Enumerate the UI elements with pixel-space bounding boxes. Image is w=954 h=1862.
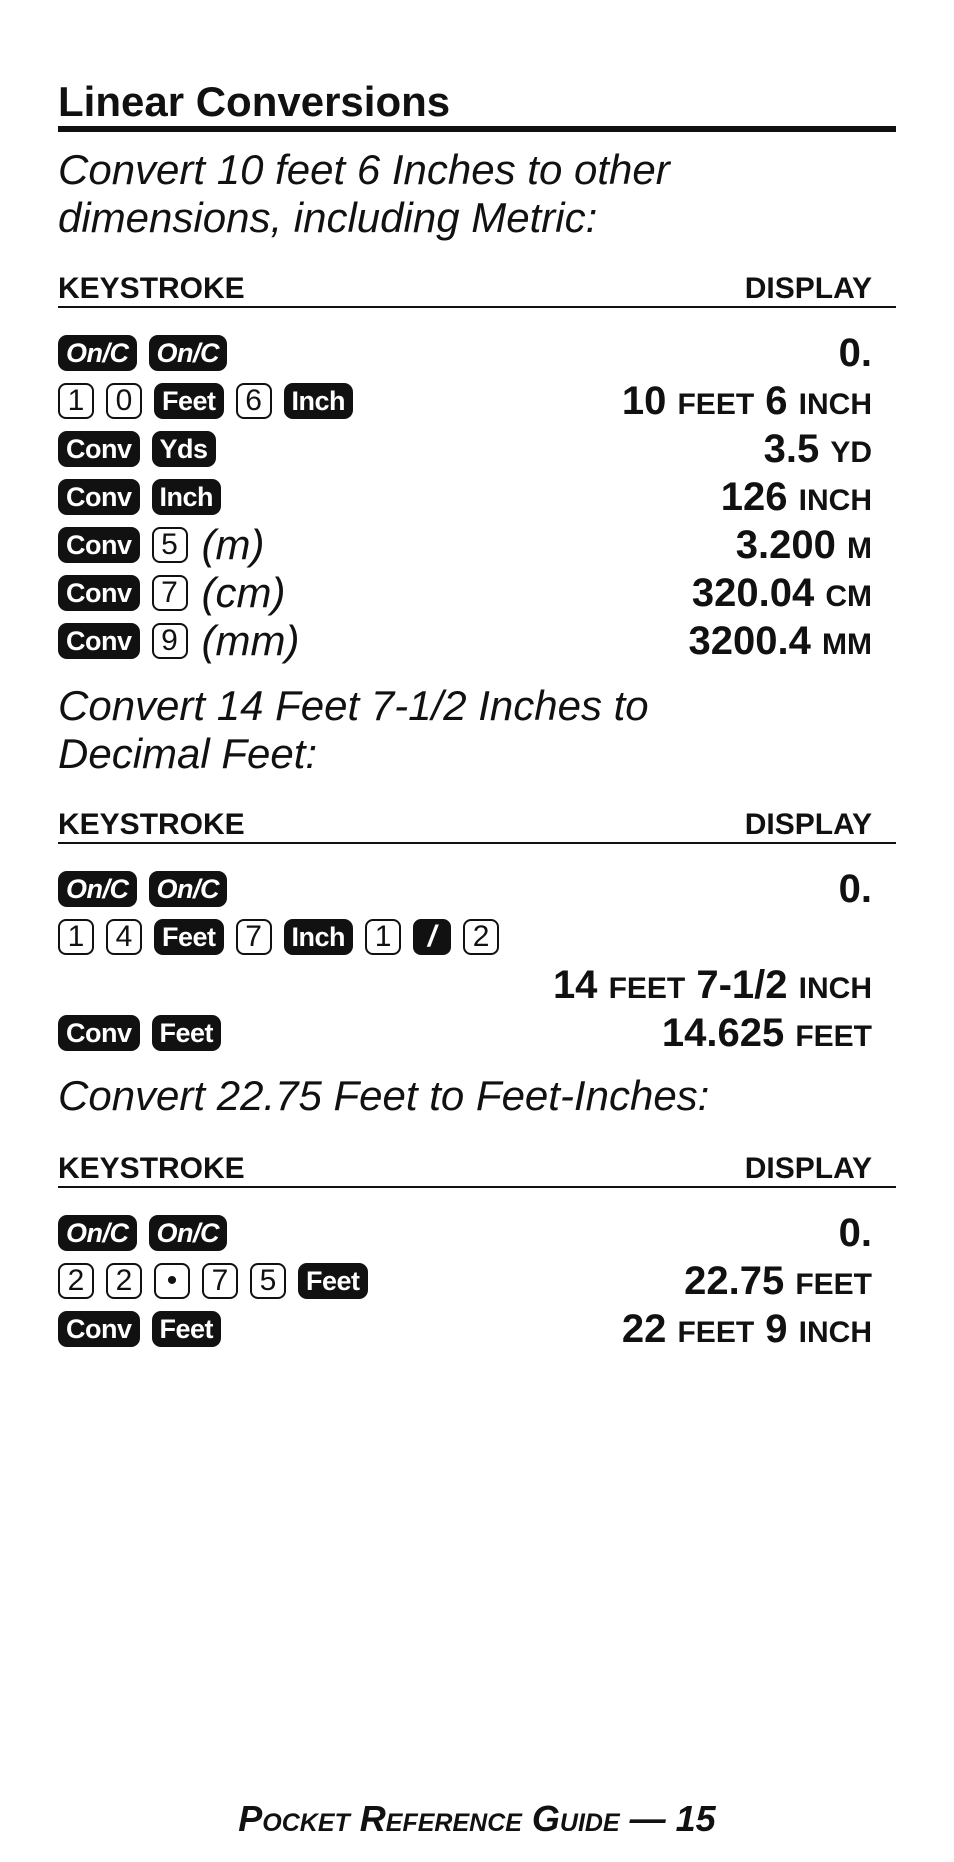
display-value: 14.625 <box>661 1011 785 1055</box>
2-key[interactable]: 2 <box>58 1263 94 1299</box>
conv-key[interactable]: Conv <box>58 431 140 467</box>
fraction-key[interactable]: / <box>413 919 451 955</box>
conv-key[interactable]: Conv <box>58 1311 140 1347</box>
5-key[interactable]: 5 <box>250 1263 286 1299</box>
display-value: 6 <box>765 379 788 423</box>
display-readout <box>764 426 872 472</box>
yds-key[interactable]: Yds <box>152 431 216 467</box>
keystroke-row <box>58 330 896 376</box>
example-1-desc-line-1: Convert 10 feet 6 Inches to other <box>58 146 670 193</box>
page <box>58 0 896 1862</box>
display-unit: YD <box>830 436 872 469</box>
keystroke-keys <box>58 474 233 520</box>
keystroke-row <box>58 378 896 424</box>
display-value: 7-1/2 <box>696 963 788 1007</box>
page-footer: Pocket Reference Guide — 15 <box>238 1798 716 1839</box>
example-2-table-header <box>58 808 896 844</box>
display-unit: INCH <box>798 972 872 1005</box>
keystroke-row <box>58 474 896 520</box>
keystroke-keys <box>58 378 365 424</box>
display-header: DISPLAY <box>744 808 872 841</box>
keystroke-row <box>58 1210 896 1256</box>
display-unit: CM <box>825 580 872 613</box>
6-key[interactable]: 6 <box>236 383 272 419</box>
keystroke-row <box>58 866 896 912</box>
keystroke-row <box>58 426 896 472</box>
keystroke-header: KEYSTROKE <box>58 1152 245 1185</box>
feet-key[interactable]: Feet <box>298 1263 368 1299</box>
display-unit: INCH <box>798 388 872 421</box>
keystroke-keys <box>58 570 285 616</box>
on-c-key[interactable]: On/C <box>58 1215 137 1251</box>
unit-note: (cm) <box>201 569 286 616</box>
display-unit: FEET <box>608 972 686 1005</box>
display-readout <box>721 474 872 520</box>
example-1-table-header <box>58 272 896 308</box>
keystroke-keys <box>58 1258 380 1304</box>
on-c-key[interactable]: On/C <box>58 335 137 371</box>
display-unit: INCH <box>798 484 872 517</box>
display-unit: M <box>847 532 872 565</box>
display-readout <box>622 1306 872 1352</box>
display-readout <box>692 570 872 616</box>
feet-key[interactable]: Feet <box>154 919 224 955</box>
decimal-point-key[interactable]: • <box>154 1263 190 1299</box>
display-value: 0. <box>838 867 872 911</box>
keystroke-row <box>58 962 896 1008</box>
7-key[interactable]: 7 <box>152 575 188 611</box>
unit-note: (m) <box>201 521 265 568</box>
unit-note: (mm) <box>201 617 300 664</box>
keystroke-keys <box>58 330 239 376</box>
keystroke-header: KEYSTROKE <box>58 272 245 305</box>
conv-key[interactable]: Conv <box>58 527 140 563</box>
display-unit: FEET <box>677 1316 755 1349</box>
display-readout <box>553 962 872 1008</box>
conv-key[interactable]: Conv <box>58 479 140 515</box>
on-c-key[interactable]: On/C <box>58 871 137 907</box>
example-2-desc-line-1: Convert 14 Feet 7-1/2 Inches to <box>58 682 649 729</box>
example-1-desc-line-2: dimensions, including Metric: <box>58 194 598 241</box>
display-header: DISPLAY <box>744 272 872 305</box>
5-key[interactable]: 5 <box>152 527 188 563</box>
keystroke-keys <box>58 1306 233 1352</box>
1-key[interactable]: 1 <box>58 383 94 419</box>
example-3-table-header <box>58 1152 896 1188</box>
conv-key[interactable]: Conv <box>58 1015 140 1051</box>
on-c-key[interactable]: On/C <box>149 1215 228 1251</box>
display-unit: MM <box>822 628 872 661</box>
example-1-description <box>58 146 858 242</box>
keystroke-row <box>58 618 896 664</box>
keystroke-keys <box>58 1210 239 1256</box>
display-readout <box>839 330 872 376</box>
example-3-description <box>58 1072 858 1120</box>
on-c-key[interactable]: On/C <box>149 335 228 371</box>
display-value: 3.200 <box>735 523 836 567</box>
display-value: 10 <box>621 379 667 423</box>
keystroke-row <box>58 1010 896 1056</box>
conv-key[interactable]: Conv <box>58 623 140 659</box>
section-title: Linear Conversions <box>58 78 896 132</box>
keystroke-keys <box>58 522 264 568</box>
keystroke-row <box>58 914 896 960</box>
example-2-description <box>58 682 858 778</box>
7-key[interactable]: 7 <box>236 919 272 955</box>
on-c-key[interactable]: On/C <box>149 871 228 907</box>
example-3-desc-line-1: Convert 22.75 Feet to Feet-Inches: <box>58 1072 710 1119</box>
2-key[interactable]: 2 <box>106 1263 142 1299</box>
display-value: 3200.4 <box>688 619 811 663</box>
display-value: 0. <box>838 331 872 375</box>
feet-key[interactable]: Feet <box>154 383 224 419</box>
keystroke-row <box>58 1258 896 1304</box>
display-value: 0. <box>838 1211 872 1255</box>
display-unit: INCH <box>798 1316 872 1349</box>
inch-key[interactable]: Inch <box>284 383 354 419</box>
feet-key[interactable]: Feet <box>152 1311 222 1347</box>
keystroke-keys <box>58 866 239 912</box>
display-value: 3.5 <box>763 427 820 471</box>
display-header: DISPLAY <box>744 1152 872 1185</box>
display-unit: FEET <box>677 388 755 421</box>
inch-key[interactable]: Inch <box>284 919 354 955</box>
conv-key[interactable]: Conv <box>58 575 140 611</box>
display-unit: FEET <box>795 1268 872 1301</box>
display-value: 22 <box>621 1307 667 1351</box>
keystroke-keys <box>58 914 511 960</box>
keystroke-keys <box>58 1010 233 1056</box>
display-readout <box>839 1210 872 1256</box>
keystroke-row <box>58 1306 896 1352</box>
display-value: 126 <box>720 475 788 519</box>
keystroke-row <box>58 522 896 568</box>
example-2-desc-line-2: Decimal Feet: <box>58 730 318 777</box>
keystroke-header: KEYSTROKE <box>58 808 245 841</box>
display-readout <box>736 522 872 568</box>
inch-key[interactable]: Inch <box>152 479 222 515</box>
display-readout <box>684 1258 872 1304</box>
4-key[interactable]: 4 <box>106 919 142 955</box>
display-readout <box>662 1010 872 1056</box>
0-key[interactable]: 0 <box>106 383 142 419</box>
display-value: 22.75 <box>684 1259 785 1303</box>
display-unit: FEET <box>795 1020 872 1053</box>
keystroke-keys <box>58 426 228 472</box>
2-key[interactable]: 2 <box>463 919 499 955</box>
keystroke-keys <box>58 618 299 664</box>
display-readout <box>689 618 872 664</box>
1-key[interactable]: 1 <box>58 919 94 955</box>
display-value: 14 <box>552 963 598 1007</box>
display-readout <box>839 866 872 912</box>
keystroke-row <box>58 570 896 616</box>
display-readout <box>622 378 872 424</box>
feet-key[interactable]: Feet <box>152 1015 222 1051</box>
1-key[interactable]: 1 <box>365 919 401 955</box>
7-key[interactable]: 7 <box>202 1263 238 1299</box>
9-key[interactable]: 9 <box>152 623 188 659</box>
display-value: 320.04 <box>691 571 815 615</box>
display-value: 9 <box>765 1307 788 1351</box>
